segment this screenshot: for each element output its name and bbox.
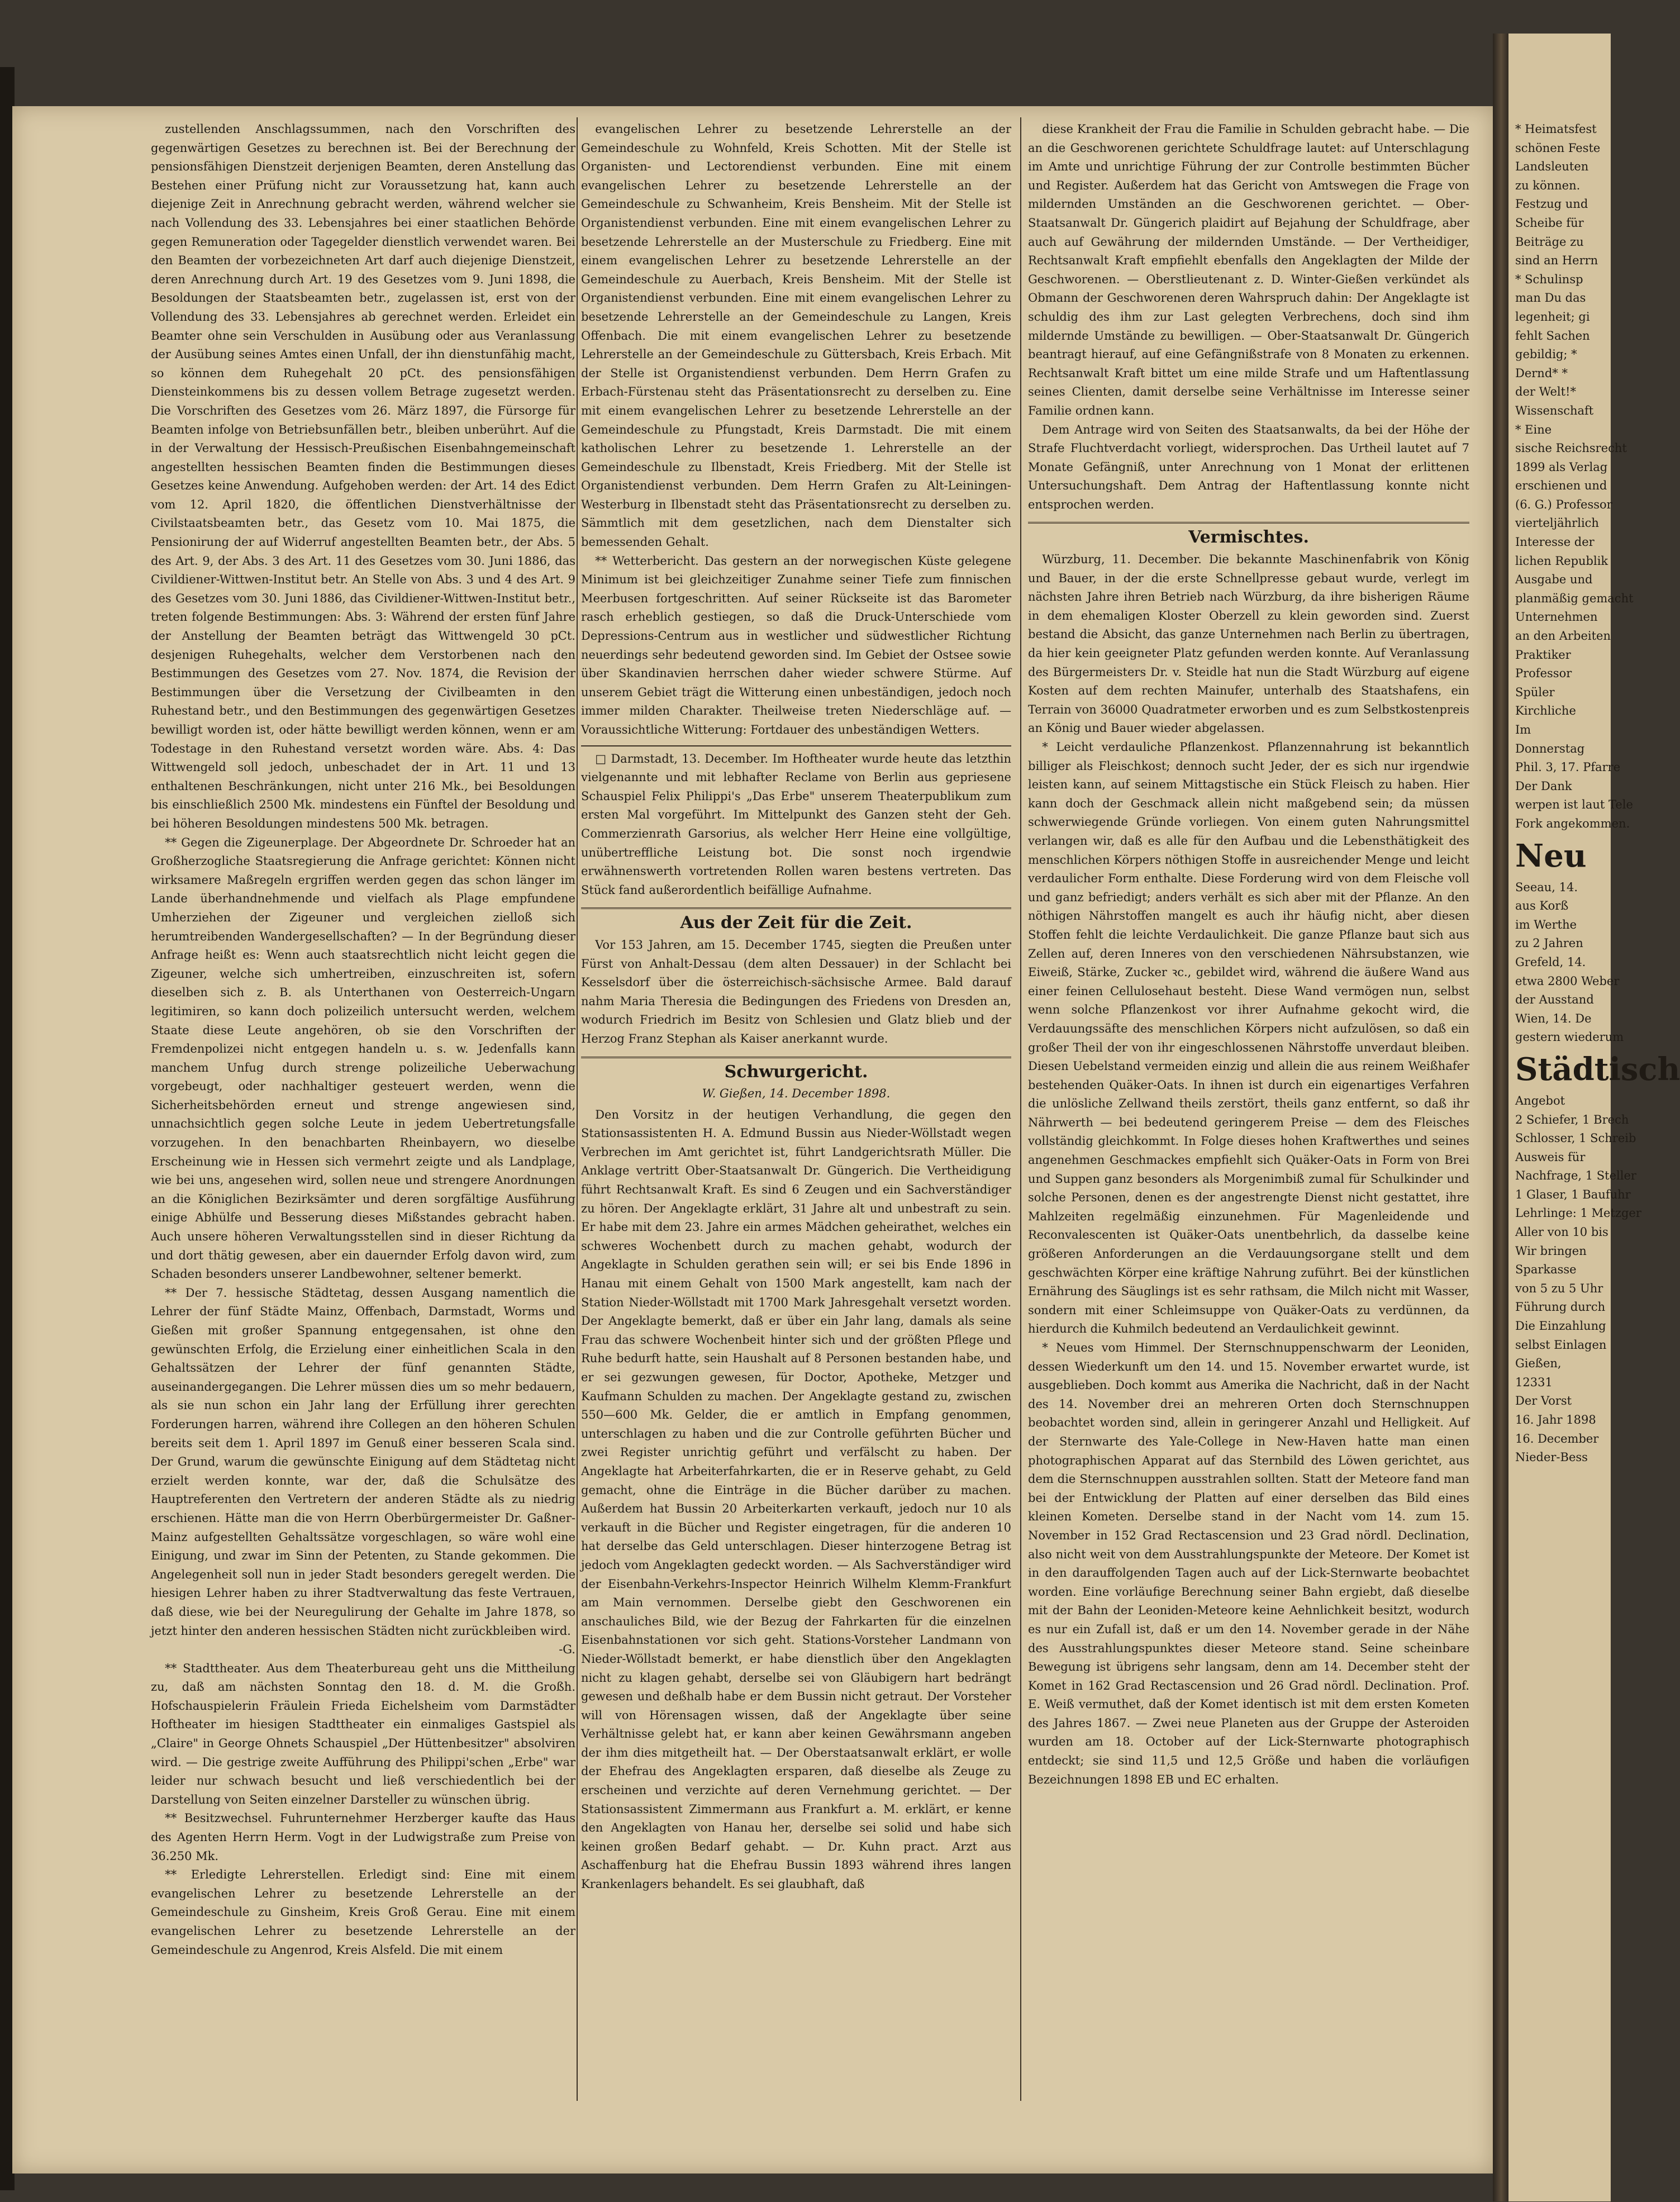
adjacent-page-line: (6. G.) Professor <box>1515 497 1612 511</box>
adjacent-page-line: etwa 2800 Weber <box>1515 974 1620 988</box>
adjacent-page-line: Wien, 14. De <box>1515 1011 1592 1025</box>
adjacent-page-line: 16. Jahr 1898 <box>1515 1413 1596 1426</box>
adjacent-page-line: Führung durch <box>1515 1300 1606 1314</box>
adjacent-page-line: Scheibe für <box>1515 216 1584 230</box>
adjacent-page-line: lichen Republik <box>1515 554 1608 568</box>
adjacent-page-line: im Werthe <box>1515 917 1577 931</box>
adjacent-page-line: Grefeld, 14. <box>1515 955 1586 969</box>
column-1 <box>151 120 575 2098</box>
dateline: W. Gießen, 14. December 1898. <box>702 1087 891 1101</box>
adjacent-page-line: Dernd* * <box>1515 366 1568 380</box>
adjacent-page-line: Kirchliche <box>1515 704 1576 718</box>
adjacent-page-line: Donnerstag <box>1515 741 1585 755</box>
adjacent-page-line: * Eine <box>1515 422 1552 436</box>
adjacent-page-line: Schlosser, 1 Schreib <box>1515 1131 1636 1145</box>
adjacent-page-line: Im <box>1515 723 1531 736</box>
adjacent-page-line: * Heimatsfest <box>1515 122 1597 136</box>
adjacent-page-line: zu können. <box>1515 178 1581 192</box>
book-gutter <box>1493 34 1510 2201</box>
adjacent-page-line: 12331 <box>1515 1375 1553 1389</box>
article-lehrerstellen: ** Erledigte Lehrerstellen. Erledigt sind: Eine mit einem evangelischen Lehrer zu besetzende Lehrerstelle an der Gemeindeschule zu Ginsheim, Kreis Groß Gerau. Eine mit einem evangelischen Lehrer zu besetzende Lehrerstelle an der Gemeindeschule zu Angenrod, Kreis Alsfeld. Die mit einem <box>151 1868 575 1957</box>
adjacent-page-line: Interesse der <box>1515 535 1595 549</box>
article-darmstadt: □ Darmstadt, 13. December. Im Hoftheater wurde heute das letzthin vielgenannte und mit lebhafter Reclame von Berlin aus gepriesene Schauspiel Felix Philippi's „Das Erbe" unserem Theaterpublikum zum ersten Mal vorgeführt. Im Mittelpunkt des Ganzen steht der Geh. Commerzienrath Garsorius, als welcher Herr Heine eine vollgültige, unübertreffliche Leistung bot. Die sonst noch irgendwie erwähnenswerth vortretenden Rollen waren bestens vertreten. Das Stück fand außerordentlich beifällige Aufnahme. <box>581 745 1011 900</box>
adjacent-page-line: 1 Glaser, 1 Baufuhr <box>1515 1187 1631 1201</box>
adjacent-page-line: sische Reichsrecht <box>1515 441 1627 455</box>
adjacent-page-line: Wissenschaft <box>1515 403 1594 417</box>
adjacent-page-line: Ausgabe und <box>1515 573 1593 587</box>
adjacent-page-line: Praktiker <box>1515 648 1571 662</box>
adjacent-page-line: Lehrlinge: 1 Metzger <box>1515 1206 1641 1220</box>
section-heading-zeit: Aus der Zeit für die Zeit. <box>581 907 1011 933</box>
adjacent-page-line: fehlt Sachen <box>1515 329 1590 343</box>
article-himmel: * Neues vom Himmel. Der Sternschnuppenschwarm der Leoniden, dessen Wiederkunft um den 14. und 15. November erwartet wurde, ist ausgeblieben. Doch kommt aus Amerika die Nachricht, daß in der Nacht des 14. November drei an mehreren Orten doch Sternschnuppen beobachtet worden sind, allein in geringerer Anzahl und Helligkeit. Auf der Sternwarte des Yale-College in New-Haven hatte man einen photographischen Apparat auf das Sternbild des Löwen gerichtet, aus dem die Sternschnuppen ausstrahlen sollten. Statt der Meteore fand man bei der Entwicklung der Platten auf einer derselben das Bild eines kleinen Kometen. Derselbe stand in der Nacht vom 14. zum 15. November in 152 Grad Rectascension und 23 Grad nördl. Declination, also nicht weit von dem Ausstrahlungspunkte der Meteore. Der Komet ist in den darauffolgenden Tagen auch auf der Lick-Sternwarte beobachtet worden. Eine vorläufige Berechnung seiner Bahn ergiebt, daß dieselbe mit der Bahn der Leoniden-Meteore keine Aehnlichkeit besitzt, wodurch es nur ein Zufall ist, daß er um den 14. November gerade in der Nähe des Ausstrahlungspunktes dieser Meteore stand. Seine scheinbare Bewegung ist übrigens sehr langsam, denn am 14. December steht der Komet in 162 Grad Rectascension und 26 Grad nördl. Declination. Prof. E. Weiß vermuthet, daß der Komet identisch ist mit dem ersten Kometen des Jahres 1867. — Zwei neue Planeten aus der Gruppe der Asteroiden wurden am 18. October auf der Lick-Sternwarte photographisch entdeckt; sie sind 11,5 und 12,5 Größe und haben die vorläufigen Bezeichnungen 1898 EB und EC erhalten. <box>1028 1341 1469 1786</box>
article-schwurgericht: Den Vorsitz in der heutigen Verhandlung, die gegen den Stationsassistenten H. A. Edmund Bussin aus Nieder-Wöllstadt wegen Verbrechen im Amt gerichtet ist, führt Landgerichtsrath Müller. Die Anklage vertritt Ober-Staatsanwalt Dr. Güngerich. Die Vertheidigung führt Rechtsanwalt Kraft. Es sind 6 Zeugen und ein Sachverständiger zu hören. Der Angeklagte erklärt, 31 Jahre alt und unbestraft zu sein. Er habe mit dem 23. Jahre ein armes Mädchen geheirathet, welches ein schweres Wochenbett durch zu machen gehabt, wodurch der Angeklagte in Schulden gerathen sein will; er sei bis Ende 1896 in Hanau mit einem Gehalt von 1500 Mark angestellt, kam nach der Station Nieder-Wöllstadt mit 1700 Mark Jahresgehalt versetzt worden. Der Angeklagte bemerkt, daß er über ein Jahr lang, damals als seine Frau das schwere Wochenbeit hinter sich und der größten Pflege und Ruhe bedurft hatte, sein Haushalt auf 8 Personen bestanden habe, und er sei gezwungen gewesen, für Doctor, Apotheke, Metzger und Kaufmann Schulden zu machen. Der Angeklagte gestand zu, zwischen 550—600 Mk. Gelder, die er amtlich in Empfang genommen, unterschlagen zu haben und die zur Controlle geführten Bücher und zwei Register unrichtig geführt und verfälscht zu haben. Der Angeklagte hat Arbeiterfahrkarten, die er in Reserve gehabt, zu Geld gemacht, ohne die Einträge in die Bücher darüber zu machen. Außerdem hat Bussin 20 Arbeiterkarten verkauft, jedoch nur 10 als verkauft in die Bücher und Register eingetragen, für die anderen 10 hat derselbe das Geld unterschlagen. Dieser hinterzogene Betrag ist jedoch vom Angeklagten gedeckt worden. — Als Sachverständiger wird der Eisenbahn-Verkehrs-Inspector Heinrich Wilhelm Klemm-Frankfurt am Main vernommen. Derselbe giebt den Geschworenen ein anschauliches Bild, wie der Bezug der Fahrkarten für die einzelnen Eisenbahnstationen vor sich geht. Stations-Vorsteher Landmann von Nieder-Wöllstadt bemerkt, er habe dienstlich über den Angeklagten nicht zu klagen gehabt, derselbe sei von Gläubigern hart bedrängt gewesen und deßhalb habe er dem Bussin nicht getraut. Der Vorsteher will von Hörensagen wissen, daß der Angeklagte über seine Verhältnisse gelebt hat, er kann aber keinen Gewährsmann angeben der ihm dies mitgetheilt hat. — Der Oberstaatsanwalt erklärt, er wolle der Ehefrau des Angeklagten ersparen, daß dieselbe als Zeuge zu erscheinen und verzichte auf deren Vernehmung gerichtet. — Der Stationsassistent Zimmermann aus Frankfurt a. M. erklärt, er kenne den Angeklagten von Hanau her, derselbe sei solid und habe sich keinen großen Bedarf gehabt. — Dr. Kuhn pract. Arzt aus Aschaffenburg hat die Ehefrau Bussin 1893 während ihres langen Krankenlagers behandelt. Es sei glaubhaft, daß <box>581 1107 1011 1891</box>
column-rule <box>1020 117 1021 2101</box>
adjacent-page-line: Ausweis für <box>1515 1150 1586 1164</box>
adjacent-page-line: Städtisch <box>1515 1050 1680 1088</box>
adjacent-page-line: Professor <box>1515 667 1572 681</box>
adjacent-page-line: Sparkasse <box>1515 1263 1577 1277</box>
adjacent-page-text <box>1515 120 1680 2187</box>
article-staedtetag: ** Der 7. hessische Städtetag, dessen Ausgang namentlich die Lehrer der fünf Städte Mainz, Offenbach, Darmstadt, Worms und Gießen mit großer Spannung entgegensahen, ist ohne den gewünschten Erfolg, die Erzielung einer einheitlichen Scala in den Gehaltssätzen der Lehrer der fünf genannten Städte, auseinandergegangen. Die Lehrer müssen dies um so mehr bedauern, als sie nun schon ein Jahr lang der Erfüllung ihrer gerechten Forderungen harren, während ihre Collegen an den höheren Schulen bereits seit dem 1. April 1897 im Genuß einer besseren Scala sind. Der Grund, warum die gewünschte Einigung auf dem Städtetag nicht erzielt werden konnte, war der, daß die Schulsätze des Hauptreferenten den Vertretern der anderen Städte als zu niedrig erschienen. Hätte man die von Herrn Oberbürgermeister Dr. Gaßner-Mainz aufgestellten Gehaltssätze vorgeschlagen, so wäre wohl eine Einigung, und zwar im Sinn der Petenten, zu Stande gekommen. Die Angelegenheit soll nun in jeder Stadt besonders geregelt werden. Die hiesigen Lehrer haben zu ihrer Stadtverwaltung das feste Vertrauen, daß diese, wie bei der Neuregulirung der Gehalte im Jahre 1878, so jetzt hinter den anderen hessischen Städten nicht zurückbleiben wird. <box>151 1286 575 1638</box>
adjacent-page-line: Phil. 3, 17. Pfarre <box>1515 760 1621 774</box>
adjacent-page-line: Aller von 10 bis <box>1515 1225 1608 1239</box>
adjacent-page-line: Angebot <box>1515 1093 1565 1107</box>
adjacent-page-line: Fork angekommen. <box>1515 816 1630 830</box>
adjacent-page-line: man Du das <box>1515 291 1586 305</box>
adjacent-page-line: gebildig; * <box>1515 348 1577 362</box>
article-stadttheater: ** Stadttheater. Aus dem Theaterbureau geht uns die Mittheilung zu, daß am nächsten Sonntag den 18. d. M. die Großh. Hofschauspielerin Fräulein Frieda Eichelsheim vom Darmstädter Hoftheater im hiesigen Stadttheater ein einmaliges Gastspiel als „Claire" in George Ohnets Schauspiel „Der Hüttenbesitzer" absolviren wird. — Die gestrige zweite Aufführung des Philippi'schen „Erbe" war leider nur schwach besucht und ließ verschiedentlich bei der Darstellung von Seiten einzelner Darsteller zu wünschen übrig. <box>151 1661 575 1806</box>
adjacent-page-line: an den Arbeiten <box>1515 629 1611 643</box>
adjacent-page-line: der Welt!* <box>1515 385 1576 399</box>
adjacent-page-line: werpen ist laut Tele <box>1515 798 1633 812</box>
adjacent-page-line: zu 2 Jahren <box>1515 936 1583 950</box>
adjacent-page-line: * Schulinsp <box>1515 272 1583 286</box>
adjacent-page-line: sind an Herrn <box>1515 254 1598 268</box>
adjacent-page-line: Spüler <box>1515 685 1555 699</box>
adjacent-page-line: aus Korß <box>1515 899 1569 913</box>
adjacent-page-line: 1899 als Verlag <box>1515 460 1608 474</box>
adjacent-page-line: gestern wiederum <box>1515 1030 1624 1044</box>
adjacent-page-line: Die Einzahlung <box>1515 1319 1606 1333</box>
adjacent-page-line: der Ausstand <box>1515 993 1594 1007</box>
article-kesselsdorf: Vor 153 Jahren, am 15. December 1745, siegten die Preußen unter Fürst von Anhalt-Dessau (dem alten Dessauer) in der Schlacht bei Kesselsdorf über die österreichisch-sächsische Armee. Bald darauf nahm Maria Theresia die Bedingungen des Friedens von Dresden an, wodurch Friedrich im Besitz von Schlesien und Glatz blieb und der Herzog Franz Stephan als Kaiser anerkannt wurde. <box>581 938 1011 1045</box>
article-zigeunerplage: ** Gegen die Zigeunerplage. Der Abgeordnete Dr. Schroeder hat an Großherzogliche Staatsregierung die Anfrage gerichtet: Können nicht wirksamere Maßregeln ergriffen werden gegen das schon länger im Lande überhandnehmende und vielfach als Plage empfundene Umherziehen der Zigeuner und vergleichen zielloß sich herumtreibenden Wandergesellschaften? — In der Begründung dieser Anfrage heißt es: Wenn auch staatsrechtlich nicht leicht gegen die Zigeuner, welche sich umhertreiben, einzuschreiten ist, sofern dieselben sich z. B. als Unterthanen von Oesterreich-Ungarn legitimiren, so kann doch polizeilich untersucht werden, welchem Staate diese Leute angehören, ob sie den Vorschriften der Fremdenpolizei nicht entgegen handeln u. s. w. Jedenfalls kann manchem Unfug durch strenge polizeiliche Ueberwachung vorgebeugt, oder nachhaltiger gesteuert werden, wenn die Sicherheitsbehörden erneut und strenge angewiesen sind, unnachsichtlich gegen solche Leute in jedem Uebertretungsfalle vorzugehen. In den benachbarten Rheinbayern, wo dieselbe Erscheinung wie in Hessen sich vermehrt zeigte und als Landplage, wie bei uns, angesehen wird, sollen neue und strengere Anordnungen an die Königlichen Bezirksämter und deren sorgfältige Ausführung einige Abhülfe und Besserung dieses Mißstandes gebracht haben. Auch unsere höheren Verwaltungsstellen sind in dieser Richtung da und dort thätig gewesen, aber ein dauernder Erfolg davon wird, zum Schaden besonders unserer Landbewohner, seltener bemerkt. <box>151 835 575 1281</box>
adjacent-page-line: Seeau, 14. <box>1515 880 1578 894</box>
article-besitzwechsel: ** Besitzwechsel. Fuhrunternehmer Herzberger kaufte das Haus des Agenten Herrn Herm. Vogt in der Ludwigstraße zum Preise von 36.250 Mk. <box>151 1811 575 1863</box>
adjacent-page-line: schönen Feste <box>1515 141 1601 155</box>
adjacent-page-line: Gießen, <box>1515 1357 1562 1371</box>
adjacent-page-line: vierteljährlich <box>1515 516 1599 530</box>
adjacent-page-line: Landsleuten <box>1515 160 1589 174</box>
adjacent-page-line: legenheit; gi <box>1515 310 1590 324</box>
adjacent-page-line: Nachfrage, 1 Steller <box>1515 1169 1636 1183</box>
article-pflanzenkost: * Leicht verdauliche Pflanzenkost. Pflanzennahrung ist bekanntlich billiger als Fleischkost; dennoch sucht Jeder, der es sich nur irgendwie leisten kann, auf seinem Mittagstische ein Stück Fleisch zu haben. Hier kann doch der Geschmack allein nicht maßgebend sein; da müssen schwerwiegende Gründe vorliegen. Von einem guten Nahrungsmittel verlangen wir, daß es alle für den Aufbau und die Lebensthätigkeit des menschlichen Körpers nöthigen Stoffe in ausreichender Menge und leicht verdaulicher Form enthalte. Diese Forderung wird von dem Fleische voll und ganz befriedigt; anders verhält es sich aber mit der Pflanze. An den nöthigen Nährstoffen mangelt es auch ihr häufig nicht, aber diesen Stoffen fehlt die leichte Verdaulichkeit. Die ganze Pflanze baut sich aus Zellen auf, deren Inneres von den verschiedenen Nährsubstanzen, wie Eiweiß, Stärke, Zucker ꝛc., gebildet wird, während die äußere Wand aus einer feinen Cellulosehaut besteht. Diese Wand vermögen nun, selbst wenn solche Pflanzenkost vor ihrer Aufnahme gekocht wird, die Verdauungssäfte des menschlichen Körpers nicht aufzulösen, so daß ein großer Theil der von ihr eingeschlossenen Nährstoffe unverdaut bleiben. Diesen Uebelstand vermeiden einzig und allein die aus reinem Weißhafer bestehenden Quäker-Oats. In ihnen ist durch ein eigenartiges Verfahren die unlösliche Zellwand theils zerstört, theils ganz entfernt, so daß ihr Nährwerth — bei bedeutend geringerem Preise — dem des Fleisches vollständig gleichkommt. In Folge dieses hohen Kraftwerthes und seines angenehmen Geschmackes empfiehlt sich Quäker-Oats in Form von Brei und Suppen ganz besonders als Morgenimbiß zumal für Schulkinder und solche Personen, denen es der angestrengte Dienst nicht gestattet, ihre Mahlzeiten regelmäßig einzunehmen. Für Magenleidende und Reconvalescenten ist Quäker-Oats unentbehrlich, da dasselbe keine größeren Anforderungen an die Verdauungsorgane stellt und dem geschwächten Körper eine kräftige Nahrung zuführt. Bei der künstlichen Ernährung des Säuglings ist es sehr rathsam, die Milch nicht mit Wasser, sondern mit einer Schleimsuppe von Quäker-Oats zu verdünnen, da hierdurch die Kuhmilch bedeutend an Verdaulichkeit gewinnt. <box>1028 740 1469 1336</box>
article-lehrerstellen-cont: evangelischen Lehrer zu besetzende Lehrerstelle an der Gemeindeschule zu Wohnfeld, Kreis Schotten. Mit der Stelle ist Organisten- und Lectorendienst verbunden. Eine mit einem evangelischen Lehrer zu besetzende Lehrerstelle an der Gemeindeschule zu Schwanheim, Kreis Bensheim. Mit der Stelle ist Organistendienst verbunden. Eine mit einem evangelischen Lehrer zu besetzende Lehrerstelle an der Musterschule zu Friedberg. Eine mit einem evangelischen Lehrer zu besetzende Lehrerstelle an der Gemeindeschule zu Auerbach, Kreis Bensheim. Mit der Stelle ist Organistendienst verbunden. Eine mit einem evangelischen Lehrer zu besetzende Lehrerstelle an der Gemeindeschule zu Langen, Kreis Offenbach. Die mit einem evangelischen Lehrer zu besetzende Lehrerstelle an der Gemeindeschule zu Güttersbach, Kreis Erbach. Mit der Stelle ist Organistendienst verbunden. Dem Herrn Grafen zu Erbach-Fürstenau steht das Präsentationsrecht zu derselben zu. Eine mit einem evangelischen Lehrer zu besetzende Lehrerstelle an der Gemeindeschule zu Pfungstadt, Kreis Darmstadt. Die mit einem katholischen Lehrer zu besetzende 1. Lehrerstelle an der Gemeindeschule zu Ilbenstadt, Kreis Friedberg. Mit der Stelle ist Organistendienst verbunden. Dem Herrn Grafen zu Alt-Leiningen-Westerburg in Ilbenstadt steht das Präsentationsrecht zu derselben zu. Sämmtlich mit dem gesetzlichen, nach dem Dienstalter sich bemessenden Gehalt. <box>581 122 1011 549</box>
adjacent-page-line: von 5 zu 5 Uhr <box>1515 1281 1603 1295</box>
section-heading-vermischtes: Vermischtes. <box>1028 522 1469 547</box>
article-wetterbericht: ** Wetterbericht. Das gestern an der norwegischen Küste gelegene Minimum ist bei gleichzeitiger Zunahme seiner Tiefe zum finnischen Meerbusen fortgeschritten. Auf seiner Rückseite ist das Barometer rasch erheblich gestiegen, so daß die Druck-Unterschiede vom Depressions-Centrum aus in westlicher und südwestlicher Richtung neuerdings sehr bedeutend geworden sind. Im Gebiet der Ostsee sowie über Skandinavien herrschen daher wieder schwere Stürme. Auf unserem Gebiet trägt die Witterung einen unbeständigen, jedoch noch immer milden Charakter. Theilweise treten Niederschläge auf. — Voraussichtliche Witterung: Fortdauer des unbeständigen Wetters. <box>581 554 1011 736</box>
article-urtheil: Dem Antrage wird von Seiten des Staatsanwalts, da bei der Höhe der Strafe Fluchtverdacht vorliegt, widersprochen. Das Urtheil lautet auf 7 Monate Gefängniß, unter Anrechnung von 1 Monat der erlittenen Untersuchungshaft. Dem Antrag der Haftentlassung konnte nicht entsprochen werden. <box>1028 422 1469 511</box>
adjacent-page-line: Wir bringen <box>1515 1244 1587 1258</box>
adjacent-page-line: 16. December <box>1515 1431 1599 1445</box>
adjacent-page-line: planmäßig gemacht <box>1515 591 1634 605</box>
column-3 <box>1028 120 1469 2098</box>
article-wuerzburg: Würzburg, 11. December. Die bekannte Maschinenfabrik von König und Bauer, in der die erste Schnellpresse gebaut wurde, verlegt im nächsten Jahre ihren Betrieb nach Würzburg, da ihre bisherigen Räume in dem ehemaligen Kloster Oberzell zu klein geworden sind. Zuerst bestand die Absicht, das ganze Unternehmen nach Berlin zu übertragen, da hier kein geeigneter Platz gefunden werden konnte. Auf Veranlassung des Bürgermeisters Dr. v. Steidle hat nun die Stadt Würzburg auf eigene Kosten auf dem rechten Mainufer, unterhalb des Staatshafens, ein Terrain von 36000 Quadratmeter erworben und es zum Selbstkostenpreis an König und Bauer wieder abgelassen. <box>1028 553 1469 735</box>
adjacent-page-line: Beiträge zu <box>1515 235 1584 249</box>
column-2 <box>581 120 1011 2098</box>
adjacent-page-line: Unternehmen <box>1515 610 1598 624</box>
section-heading-schwurgericht: Schwurgericht. <box>581 1057 1011 1082</box>
adjacent-page-line: erschienen und <box>1515 479 1607 493</box>
adjacent-page-line: Festzug und <box>1515 197 1588 211</box>
article-schwurgericht-cont: diese Krankheit der Frau die Familie in Schulden gebracht habe. — Die an die Geschworenen gerichtete Schuldfrage lautet: auf Unterschlagung im Amte und unrichtige Führung der zur Controlle bestimmten Bücher und Register. Außerdem hat das Gericht von Amtswegen die Frage von mildernden Umständen an die Geschworenen gerichtet. — Ober-Staatsanwalt Dr. Güngerich plaidirt auf Bejahung der Schuldfrage, aber auch auf Gewährung der mildernden Umstände. — Der Vertheidiger, Rechtsanwalt Kraft empfiehlt ebenfalls den Angeklagten der Milde der Geschworenen. — Oberstlieutenant z. D. Winter-Gießen verkündet als Obmann der Geschworenen deren Wahrspruch dahin: Der Angeklagte ist schuldig des ihm zur Last gelegten Verbrechens, doch sind ihm mildernde Umstände zu bewilligen. — Ober-Staatsanwalt Dr. Güngerich beantragt hierauf, auf eine Gefängnißstrafe von 8 Monaten zu erkennen. Rechtsanwalt Kraft bittet um eine milde Strafe und um Haftentlassung seines Clienten, damit derselbe seine Verhältnisse im Interesse seiner Familie ordnen kann. <box>1028 122 1469 417</box>
adjacent-page-line: Der Vorst <box>1515 1394 1572 1408</box>
adjacent-page-line: selbst Einlagen <box>1515 1338 1607 1352</box>
column-rule <box>577 117 578 2101</box>
adjacent-page-line: 2 Schiefer, 1 Brech <box>1515 1112 1629 1126</box>
adjacent-page-line: Nieder-Bess <box>1515 1450 1588 1464</box>
adjacent-page-line: Neu <box>1515 837 1587 874</box>
adjacent-page-line: Der Dank <box>1515 779 1572 793</box>
article-signature: -G. <box>559 1643 575 1657</box>
article-paragraph: zustellenden Anschlagssummen, nach den Vorschriften des gegenwärtigen Gesetzes zu berechnen ist. Bei der Berechnung der pensionsfähigen Dienstzeit derjenigen Beamten, deren Anstellung das Bestehen einer Prüfung nicht zur Voraussetzung hat, kann auch diejenige Zeit in Anrechnung gebracht werden, während welcher sie nach Vollendung des 33. Lebensjahres bei einer staatlichen Behörde gegen Remuneration oder Tagegelder dienstlich verwendet waren. Bei den Beamten der vorbezeichneten Art darf auch diejenige Dienstzeit, deren Anrechnung durch Art. 19 des Gesetzes vom 9. Juni 1898, die Besoldungen der Staatsbeamten betr., zugelassen ist, erst von der Vollendung des 33. Lebensjahres ab gerechnet werden. Erleidet ein Beamter ohne sein Verschulden in Ausübung oder aus Veranlassung der Ausübung seines Amtes einen Unfall, der ihn dienstunfähig macht, so können dem Ruhegehalt 20 pCt. des pensionsfähigen Diensteinkommens bis zu dessen vollem Betrage zugesetzt werden. Die Vorschriften des Gesetzes vom 26. März 1897, die Fürsorge für Beamten infolge von Betriebsunfällen betr., bleiben unberührt. Auf die in der Verwaltung der Hessisch-Preußischen Eisenbahngemeinschaft angestellten hessischen Beamten finden die Bestimmungen dieses Gesetzes keine Anwendung. Aufgehoben werden: der Art. 14 des Edict vom 12. April 1820, die öffentlichen Dienstverhältnisse der Civilstaatsbeamten betr., das Gesetz vom 10. Mai 1875, die Pensionirung der auf Widerruf angestellten Beamten betr., der Abs. 5 des Art. 9, der Abs. 3 des Art. 11 des Gesetzes vom 30. Juni 1886, das Civildiener-Wittwen-Institut betr. An Stelle von Abs. 3 und 4 des Art. 9 des Gesetzes vom 30. Juni 1886, das Civildiener-Wittwen-Institut betr., treten folgende Bestimmungen: Abs. 3: Während der ersten fünf Jahre der Anstellung der Beamten beträgt das Wittwengeld 30 pCt. desjenigen Ruhegehalts, welcher dem Verstorbenen nach den Bestimmungen des Gesetzes vom 27. Nov. 1874, die Revision der Bestimmungen über die Versetzung der Civilbeamten in den Ruhestand betr., und den Bestimmungen des gegenwärtigen Gesetzes bewilligt worden ist, oder hätte bewilligt werden können, wenn er am Todestage in den Ruhestand versetzt worden wäre. Abs. 4: Das Wittwengeld soll jedoch, unbeschadet der in Art. 11 und 13 enthaltenen Beschränkungen, nicht unter 216 Mk., bei Besoldungen bis einschließlich 2500 Mk. mindestens ein Fünftel der Besoldung und bei höheren Besoldungen mindestens 500 Mk. betragen. <box>151 122 575 830</box>
